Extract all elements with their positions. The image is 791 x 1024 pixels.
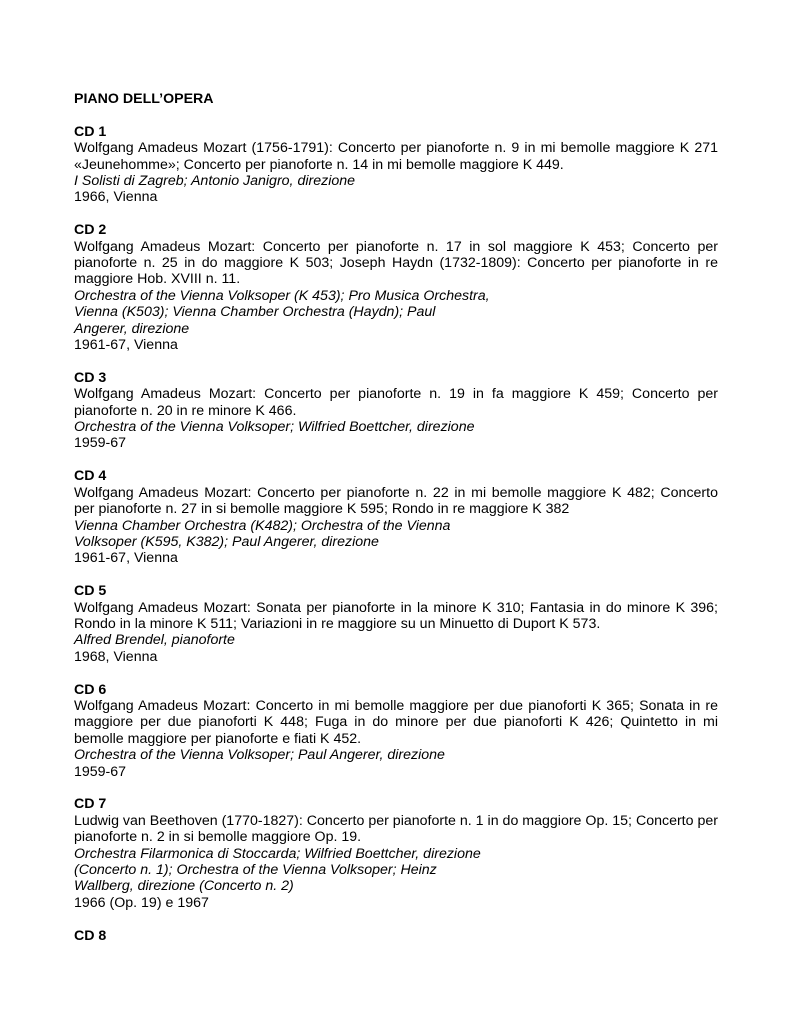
recording-date: 1959-67: [74, 763, 127, 780]
performers: [74, 632, 718, 648]
works-description: Wolfgang Amadeus Mozart: Sonata per pianoforte in la minore K 310; Fantasia in do minore K 396; Rondo in la minore K 511; Variazioni in re maggiore su un Minuetto di Duport K 573.: [74, 599, 718, 632]
works-description: Wolfgang Amadeus Mozart (1756-1791): Concerto per pianoforte n. 9 in mi bemolle maggiore K 271 «Jeunehomme»; Concerto per pianoforte n. 14 in mi bemolle maggiore K 449.: [74, 140, 718, 173]
performers-line: Orchestra Filarmonica di Stoccarda; Wilfried Boettcher, direzione: [74, 845, 481, 862]
document-title: PIANO DELL’OPERA: [74, 91, 214, 107]
cd-entry: [74, 682, 718, 780]
recording-date: 1959-67: [74, 435, 127, 452]
works-description: Wolfgang Amadeus Mozart: Concerto per pianoforte n. 19 in fa maggiore K 459; Concerto per pianoforte n. 20 in re minore K 466.: [74, 386, 718, 419]
performers-line: Vienna (K503); Vienna Chamber Orchestra (Haydn); Paul: [74, 304, 436, 321]
performers: [74, 288, 718, 337]
cd-entry: [74, 583, 718, 665]
cd-entry: [74, 468, 718, 566]
works-description: Wolfgang Amadeus Mozart: Concerto per pianoforte n. 17 in sol maggiore K 453; Concerto per pianoforte n. 25 in do maggiore K 503; Joseph Haydn (1732-1809): Concerto per pianoforte in re maggiore Hob. XVIII n. 11.: [74, 238, 718, 288]
cd-heading: CD 4: [74, 468, 107, 485]
performers-line: Volksoper (K595, K382); Paul Angerer, direzione: [74, 533, 379, 550]
performers: [74, 419, 718, 435]
works-description: Wolfgang Amadeus Mozart: Concerto in mi bemolle maggiore per due pianoforti K 365; Sonata in re maggiore per due pianoforti K 448; Fuga in do minore per due pianoforti K 426; Quintetto in mi bemolle maggiore per pianoforte e fiati K 452.: [74, 697, 718, 747]
performers-line: Orchestra of the Vienna Volksoper; Wilfried Boettcher, direzione: [74, 419, 475, 436]
recording-date: 1966, Vienna: [74, 189, 158, 206]
cd-heading: CD 8: [74, 927, 107, 944]
cd-entry: [74, 370, 718, 452]
recording-date: 1961-67, Vienna: [74, 337, 178, 354]
performers-line: Vienna Chamber Orchestra (K482); Orchestra of the Vienna: [74, 517, 451, 534]
document-page: [74, 91, 718, 960]
cd-heading: CD 5: [74, 583, 107, 600]
cd-heading: CD 7: [74, 796, 107, 813]
cd-heading: CD 6: [74, 681, 107, 698]
performers-line: I Solisti di Zagreb; Antonio Janigro, direzione: [74, 173, 356, 190]
performers-line: Angerer, direzione: [74, 320, 190, 337]
performers: [74, 518, 718, 551]
recording-date: 1968, Vienna: [74, 648, 158, 665]
performers-line: Orchestra of the Vienna Volksoper; Paul Angerer, direzione: [74, 747, 445, 764]
performers-line: (Concerto n. 1); Orchestra of the Vienna Volksoper; Heinz: [74, 861, 437, 878]
cd-entry: [74, 928, 718, 944]
cd-heading: CD 3: [74, 369, 107, 386]
performers-line: Alfred Brendel, pianoforte: [74, 632, 235, 649]
performers-line: Orchestra of the Vienna Volksoper (K 453); Pro Musica Orchestra,: [74, 287, 490, 304]
performers: [74, 846, 718, 895]
performers: [74, 173, 718, 189]
performers: [74, 747, 718, 763]
cd-entry: [74, 124, 718, 206]
performers-line: Wallberg, direzione (Concerto n. 2): [74, 878, 294, 895]
recording-date: 1961-67, Vienna: [74, 550, 178, 567]
works-description: Wolfgang Amadeus Mozart: Concerto per pianoforte n. 22 in mi bemolle maggiore K 482; Concerto per pianoforte n. 27 in si bemolle maggiore K 595; Rondo in re maggiore K 382: [74, 484, 718, 518]
cd-heading: CD 2: [74, 222, 107, 239]
works-description: Ludwig van Beethoven (1770-1827): Concerto per pianoforte n. 1 in do maggiore Op. 15; Concerto per pianoforte n. 2 in si bemolle maggiore Op. 19.: [74, 812, 718, 846]
cd-entry: [74, 222, 718, 353]
cd-entry: [74, 796, 718, 911]
recording-date: 1966 (Op. 19) e 1967: [74, 894, 209, 911]
cd-heading: CD 1: [74, 123, 107, 140]
